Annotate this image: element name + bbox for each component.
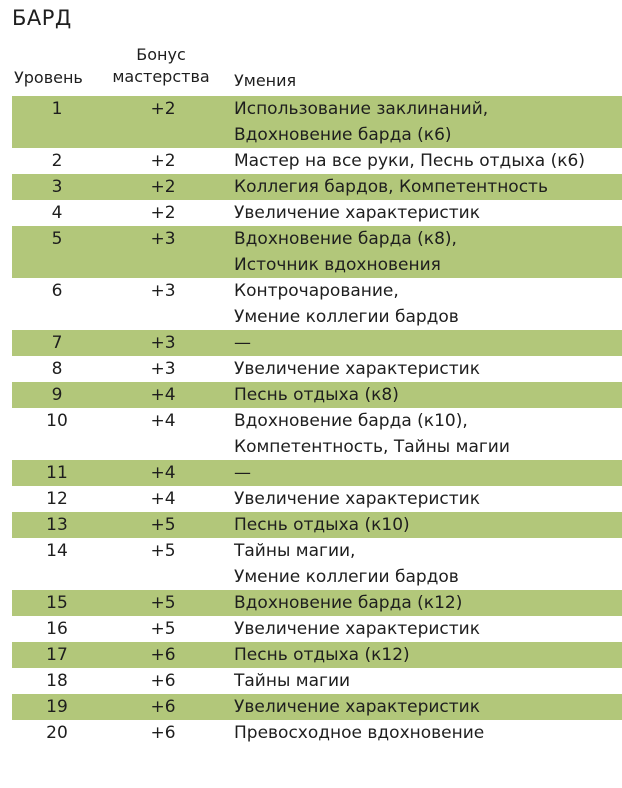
header-features: Умения — [234, 71, 297, 90]
features-cell: Увеличение характеристик — [234, 697, 481, 717]
bonus-cell: +3 — [150, 281, 176, 301]
features-cell: Тайны магии, Умение коллегии бардов — [234, 541, 459, 587]
table-row — [12, 486, 622, 512]
bonus-cell: +5 — [150, 619, 176, 639]
features-cell: Песнь отдыха (к10) — [234, 515, 410, 535]
level-cell: 13 — [46, 515, 68, 535]
table-row — [12, 512, 622, 538]
level-cell: 16 — [46, 619, 68, 639]
features-cell: Коллегия бардов, Компетентность — [234, 177, 548, 197]
bonus-cell: +6 — [150, 723, 176, 743]
level-cell: 18 — [46, 671, 68, 691]
table-row — [12, 330, 622, 356]
bonus-cell: +4 — [150, 411, 176, 431]
bonus-cell: +3 — [150, 359, 176, 379]
features-cell: Вдохновение барда (к10), Компетентность, Тайны магии — [234, 411, 510, 457]
level-cell: 12 — [46, 489, 68, 509]
table-row — [12, 96, 622, 148]
level-cell: 14 — [46, 541, 68, 561]
level-cell: 3 — [51, 177, 63, 197]
features-cell: Увеличение характеристик — [234, 619, 481, 639]
table-row — [12, 174, 622, 200]
table-row — [12, 538, 622, 590]
header-bonus-line2: мастерства — [112, 67, 210, 86]
table-row — [12, 668, 622, 694]
table-row — [12, 642, 622, 668]
table-row — [12, 720, 622, 746]
table-row — [12, 356, 622, 382]
features-cell: — — [234, 333, 251, 353]
level-cell: 7 — [51, 333, 63, 353]
bonus-cell: +5 — [150, 515, 176, 535]
features-cell: — — [234, 463, 251, 483]
features-cell: Тайны магии — [234, 671, 351, 691]
bonus-cell: +4 — [150, 385, 176, 405]
level-cell: 6 — [51, 281, 63, 301]
features-cell: Увеличение характеристик — [234, 359, 481, 379]
bonus-cell: +6 — [150, 671, 176, 691]
bard-table-body — [12, 96, 622, 746]
level-cell: 5 — [51, 229, 63, 249]
bonus-cell: +3 — [150, 229, 176, 249]
table-row — [12, 460, 622, 486]
bonus-cell: +5 — [150, 541, 176, 561]
level-cell: 19 — [46, 697, 68, 717]
features-cell: Вдохновение барда (к8), Источник вдохновения — [234, 229, 457, 275]
bonus-cell: +2 — [150, 177, 176, 197]
level-cell: 2 — [51, 151, 63, 171]
level-cell: 11 — [46, 463, 68, 483]
level-cell: 15 — [46, 593, 68, 613]
level-cell: 20 — [46, 723, 68, 743]
bonus-cell: +2 — [150, 99, 176, 119]
bonus-cell: +3 — [150, 333, 176, 353]
bonus-cell: +4 — [150, 489, 176, 509]
features-cell: Мастер на все руки, Песнь отдыха (к6) — [234, 151, 585, 171]
level-cell: 10 — [46, 411, 68, 431]
header-bonus-line1: Бонус — [136, 45, 186, 64]
features-cell: Увеличение характеристик — [234, 489, 481, 509]
level-cell: 1 — [51, 99, 63, 119]
table-row — [12, 148, 622, 174]
features-cell: Песнь отдыха (к12) — [234, 645, 410, 665]
table-row — [12, 200, 622, 226]
bonus-cell: +5 — [150, 593, 176, 613]
table-row — [12, 590, 622, 616]
bonus-cell: +4 — [150, 463, 176, 483]
features-cell: Песнь отдыха (к8) — [234, 385, 399, 405]
header-bonus — [105, 44, 217, 88]
level-cell: 17 — [46, 645, 68, 665]
table-row — [12, 408, 622, 460]
table-row — [12, 382, 622, 408]
features-cell: Использование заклинаний, Вдохновение барда (к6) — [234, 99, 489, 145]
bonus-cell: +2 — [150, 203, 176, 223]
bonus-cell: +2 — [150, 151, 176, 171]
features-cell: Вдохновение барда (к12) — [234, 593, 463, 613]
bonus-cell: +6 — [150, 645, 176, 665]
level-cell: 8 — [51, 359, 63, 379]
bonus-cell: +6 — [150, 697, 176, 717]
features-cell: Увеличение характеристик — [234, 203, 481, 223]
table-row — [12, 278, 622, 330]
table-title: БАРД — [12, 6, 72, 30]
table-row — [12, 226, 622, 278]
table-row — [12, 694, 622, 720]
features-cell: Контрочарование, Умение коллегии бардов — [234, 281, 459, 327]
header-level: Уровень — [14, 68, 83, 87]
level-cell: 4 — [51, 203, 63, 223]
table-row — [12, 616, 622, 642]
level-cell: 9 — [51, 385, 63, 405]
features-cell: Превосходное вдохновение — [234, 723, 485, 743]
